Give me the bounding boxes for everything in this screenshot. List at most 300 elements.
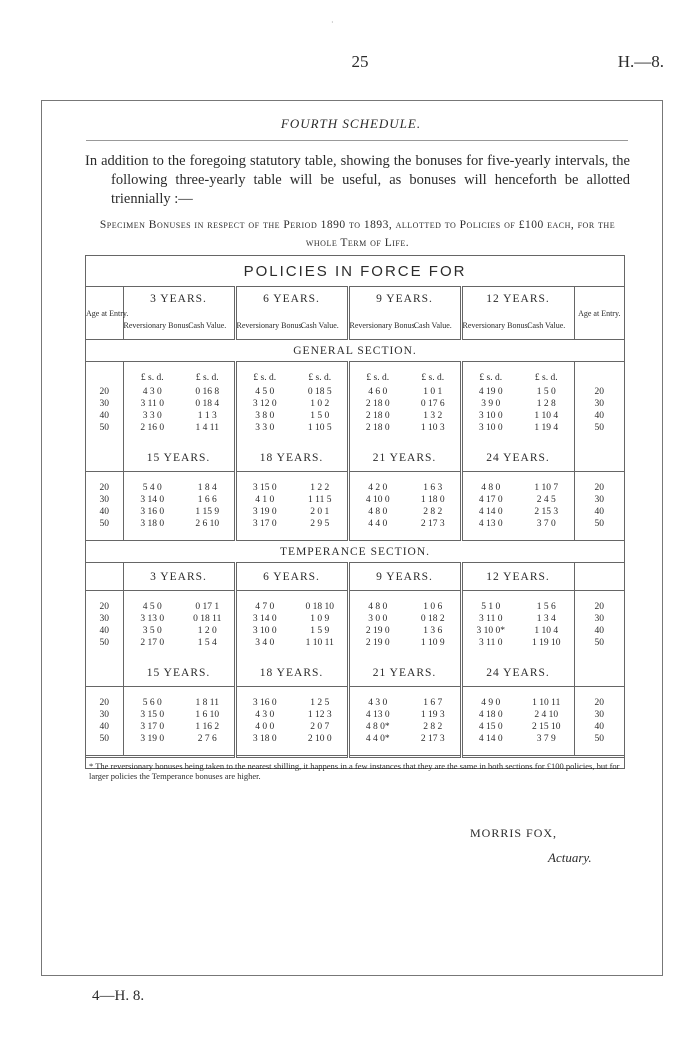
bonus-value: 2 19 0 <box>348 637 406 649</box>
spacer-cell <box>461 687 519 698</box>
age-cell: 20 <box>99 482 109 493</box>
cash-value: 1 19 4 <box>534 422 559 433</box>
cash-value: 1 0 2 <box>310 398 330 409</box>
cash-value: 2 15 3 <box>534 506 559 517</box>
spacer-cell <box>293 530 348 541</box>
period-label: 6 YEARS. <box>235 563 348 591</box>
bonus-value: 4 1 0 <box>235 494 293 506</box>
period-label: 12 YEARS. <box>461 287 574 312</box>
age-blank <box>86 659 123 687</box>
spacer-cell <box>348 530 406 541</box>
cash-value: 1 10 11 <box>305 637 334 648</box>
bonus-value: 2 18 0 <box>348 398 406 410</box>
bonus-value: 3 8 0 <box>235 410 293 422</box>
cash-value: 1 10 4 <box>534 410 559 421</box>
bonus-value: 3 17 0 <box>123 721 181 733</box>
table-row <box>86 697 624 709</box>
age-cell: 40 <box>99 506 109 517</box>
table-row <box>86 733 624 745</box>
spacer-cell <box>86 591 123 602</box>
cash-value: 0 18 5 <box>307 386 332 397</box>
spacer-cell <box>348 472 406 483</box>
spacer-cell <box>574 591 624 602</box>
age-cell: 20 <box>99 601 109 612</box>
age-blank-right <box>574 444 624 472</box>
spacer-cell <box>406 472 461 483</box>
signatory-title: Actuary. <box>548 850 592 865</box>
cash-value: 1 2 2 <box>310 482 330 493</box>
section-row <box>86 340 624 362</box>
age-cell: 50 <box>99 637 109 648</box>
spacer-cell <box>293 472 348 483</box>
cash-value: 1 5 0 <box>536 386 556 397</box>
age-cell: 30 <box>99 398 109 409</box>
cash-value: 1 0 6 <box>423 601 443 612</box>
spacer-cell <box>293 649 348 659</box>
cash-value-label: Cash Value. <box>519 311 574 340</box>
spacer-cell <box>461 591 519 602</box>
age-cell-right: 40 <box>574 410 624 422</box>
units-label: £ s. d. <box>123 362 181 387</box>
units-age-blank-right <box>574 362 624 387</box>
spacer-cell <box>348 434 406 444</box>
cash-value: 1 11 5 <box>308 494 332 505</box>
bonus-value: 4 6 0 <box>348 386 406 398</box>
cash-value: 1 10 4 <box>534 625 559 636</box>
group-header-row <box>86 563 624 591</box>
spacer-row <box>86 434 624 444</box>
group-header-row <box>86 444 624 472</box>
period-label: 21 YEARS. <box>348 444 461 472</box>
spacer-cell <box>293 745 348 757</box>
units-label: £ s. d. <box>461 362 519 387</box>
period-label: 6 YEARS. <box>235 287 348 312</box>
bonus-value: 3 16 0 <box>235 697 293 709</box>
cash-value: 2 6 10 <box>195 518 220 529</box>
age-cell: 30 <box>99 613 109 624</box>
cash-value: 0 17 6 <box>420 398 445 409</box>
age-cell: 50 <box>99 733 109 744</box>
cash-value: 1 6 7 <box>423 697 443 708</box>
bonus-value: 4 10 0 <box>348 494 406 506</box>
cash-value: 2 0 1 <box>310 506 330 517</box>
spacer-cell <box>123 745 181 757</box>
spacer-cell <box>181 591 235 602</box>
table-row <box>86 398 624 410</box>
age-cell-right: 40 <box>574 506 624 518</box>
cash-value: 1 5 6 <box>536 601 556 612</box>
bonus-value: 4 3 0 <box>123 386 181 398</box>
bonus-table-grid <box>86 256 624 781</box>
bonus-value: 4 0 0 <box>235 721 293 733</box>
cash-value: 1 10 9 <box>420 637 445 648</box>
spacer-cell <box>123 472 181 483</box>
cash-value: 0 18 10 <box>305 601 334 612</box>
cash-value: 1 5 9 <box>310 625 330 636</box>
spacer-cell <box>348 745 406 757</box>
spacer-cell <box>86 745 123 757</box>
cash-value: 2 10 0 <box>307 733 332 744</box>
cash-value: 1 3 2 <box>423 410 443 421</box>
cash-value: 1 6 10 <box>195 709 220 720</box>
bonus-value: 3 9 0 <box>461 398 519 410</box>
spacer-cell <box>519 745 574 757</box>
bonus-value: 3 18 0 <box>123 518 181 530</box>
spacer-cell <box>574 472 624 483</box>
bonus-value: 4 2 0 <box>348 482 406 494</box>
footnote-row <box>86 757 624 782</box>
period-label: 21 YEARS. <box>348 659 461 687</box>
bonus-value: 3 18 0 <box>235 733 293 745</box>
bonus-value: 3 3 0 <box>235 422 293 434</box>
table-row <box>86 482 624 494</box>
spacer-cell <box>461 649 519 659</box>
age-header: Age at Entry. <box>86 308 129 318</box>
age-blank <box>86 444 123 472</box>
bonus-value: 4 8 0* <box>348 721 406 733</box>
cash-value: 0 18 4 <box>195 398 220 409</box>
table-row <box>86 410 624 422</box>
cash-value: 0 18 11 <box>193 613 222 624</box>
bonus-value: 4 8 0 <box>348 506 406 518</box>
table-row <box>86 637 624 649</box>
cash-value: 1 3 4 <box>536 613 556 624</box>
cash-value: 1 16 2 <box>195 721 220 732</box>
cash-value: 3 7 0 <box>536 518 556 529</box>
period-label: 3 YEARS. <box>123 563 235 591</box>
bonus-value: 2 18 0 <box>348 410 406 422</box>
bonus-value: 3 10 0* <box>461 625 519 637</box>
age-cell-right: 20 <box>574 386 624 398</box>
bonus-value: 3 3 0 <box>123 410 181 422</box>
units-label: £ s. d. <box>534 373 558 383</box>
age-cell-right: 30 <box>574 613 624 625</box>
cash-value: 1 5 0 <box>310 410 330 421</box>
bonus-value: 4 13 0 <box>348 709 406 721</box>
spacer-cell <box>461 434 519 444</box>
general-section-title: GENERAL SECTION. <box>86 340 624 362</box>
age-cell: 40 <box>99 721 109 732</box>
period-label: 18 YEARS. <box>235 659 348 687</box>
cash-value: 1 18 0 <box>420 494 445 505</box>
footnote: * The reversionary bonuses being taken to the nearest shilling, it happens in a few instances that they are the same in both sections for £100 policies, but for larger policies the Temperance bonuses are higher. <box>86 757 624 782</box>
spacer-cell <box>574 649 624 659</box>
spacer-cell <box>406 649 461 659</box>
spacer-cell <box>406 745 461 757</box>
schedule-title: FOURTH SCHEDULE. <box>280 116 422 131</box>
period-label: 3 YEARS. <box>123 287 235 312</box>
bonus-value: 4 7 0 <box>235 601 293 613</box>
signatory-name: MORRIS FOX, <box>470 826 558 840</box>
bonus-value: 4 4 0 <box>348 518 406 530</box>
temperance-section-title: TEMPERANCE SECTION. <box>86 541 624 563</box>
age-cell: 20 <box>99 697 109 708</box>
spacer-row <box>86 649 624 659</box>
table-row <box>86 625 624 637</box>
table-row <box>86 386 624 398</box>
table-row <box>86 422 624 434</box>
age-header-right: Age at Entry. <box>574 287 624 340</box>
period-label: 24 YEARS. <box>461 659 574 687</box>
bonus-value: 5 4 0 <box>123 482 181 494</box>
age-blank-right <box>574 563 624 591</box>
bonus-value: 4 5 0 <box>123 601 181 613</box>
spacer-row <box>86 687 624 698</box>
units-age-blank <box>86 362 123 387</box>
cash-value: 2 7 6 <box>197 733 217 744</box>
spacer-cell <box>235 687 293 698</box>
spacer-cell <box>86 434 123 444</box>
period-label: 24 YEARS. <box>461 444 574 472</box>
bonus-value: 4 8 0 <box>461 482 519 494</box>
cash-value: 1 10 11 <box>532 697 561 708</box>
spacer-row <box>86 591 624 602</box>
spacer-cell <box>235 649 293 659</box>
cash-value: 1 19 3 <box>420 709 445 720</box>
cash-value: 0 17 1 <box>195 601 220 612</box>
title-rule <box>86 140 628 141</box>
bonus-value: 4 14 0 <box>461 506 519 518</box>
cash-value: 1 4 11 <box>195 422 219 433</box>
cash-value: 2 9 5 <box>310 518 330 529</box>
document-reference: H.—8. <box>617 52 664 71</box>
age-cell-right: 30 <box>574 398 624 410</box>
age-cell-right: 30 <box>574 709 624 721</box>
period-label: 12 YEARS. <box>461 563 574 591</box>
age-cell-right: 50 <box>574 637 624 649</box>
cash-value: 0 18 2 <box>420 613 445 624</box>
spacer-cell <box>461 530 519 541</box>
cash-value: 0 16 8 <box>195 386 220 397</box>
age-cell: 40 <box>99 625 109 636</box>
cash-value: 1 3 6 <box>423 625 443 636</box>
period-label: 15 YEARS. <box>123 444 235 472</box>
table-row <box>86 518 624 530</box>
bonus-value: 3 19 0 <box>235 506 293 518</box>
spacer-cell <box>406 434 461 444</box>
cash-value: 2 4 5 <box>536 494 556 505</box>
intro-paragraph: In addition to the foregoing statutory table, showing the bonuses for five-yearly intervals, the following three-yearly table will be useful, as bonuses will henceforth be allotted triennially :— <box>85 153 630 207</box>
bonus-value: 3 4 0 <box>235 637 293 649</box>
specimen-title: Specimen Bonuses in respect of the Period 1890 to 1893, allotted to Policies of £100 each, for the whole Term of Life. <box>99 219 616 249</box>
bonus-value: 2 19 0 <box>348 625 406 637</box>
bonus-value: 3 15 0 <box>235 482 293 494</box>
cash-value: 2 17 3 <box>420 518 445 529</box>
cash-value: 1 1 3 <box>197 410 217 421</box>
spacer-cell <box>519 434 574 444</box>
age-cell: 30 <box>99 709 109 720</box>
spacer-cell <box>348 591 406 602</box>
spacer-cell <box>293 591 348 602</box>
bonus-value: 3 17 0 <box>235 518 293 530</box>
age-cell: 50 <box>99 518 109 529</box>
units-row <box>86 362 624 387</box>
age-cell-right: 20 <box>574 601 624 613</box>
bonus-value: 4 9 0 <box>461 697 519 709</box>
spacer-cell <box>574 530 624 541</box>
cash-value: 3 7 9 <box>536 733 556 744</box>
spacer-cell <box>181 434 235 444</box>
spacer-cell <box>519 649 574 659</box>
spacer-cell <box>235 472 293 483</box>
spacer-cell <box>348 687 406 698</box>
bonus-value: 3 11 0 <box>123 398 181 410</box>
cash-value: 1 5 4 <box>197 637 217 648</box>
cash-value: 1 10 5 <box>307 422 332 433</box>
spacer-cell <box>86 472 123 483</box>
bonus-value: 4 4 0* <box>348 733 406 745</box>
sub-header-row <box>86 311 624 340</box>
bonus-value: 3 16 0 <box>123 506 181 518</box>
spacer-cell <box>519 687 574 698</box>
age-cell-right: 50 <box>574 422 624 434</box>
cash-value: 1 10 7 <box>534 482 559 493</box>
spacer-cell <box>86 649 123 659</box>
table-row <box>86 709 624 721</box>
bonus-value: 2 17 0 <box>123 637 181 649</box>
bonus-value: 4 18 0 <box>461 709 519 721</box>
spacer-cell <box>235 530 293 541</box>
spacer-cell <box>574 745 624 757</box>
spacer-cell <box>348 649 406 659</box>
period-label: 9 YEARS. <box>348 563 461 591</box>
bonus-value: 4 19 0 <box>461 386 519 398</box>
main-title: POLICIES IN FORCE FOR <box>86 256 624 287</box>
age-cell: 30 <box>99 494 109 505</box>
cash-value: 1 19 10 <box>532 637 561 648</box>
cash-value: 2 8 2 <box>423 506 443 517</box>
age-cell-right: 20 <box>574 697 624 709</box>
page-number: 25 <box>351 52 369 71</box>
bonus-value: 4 8 0 <box>348 601 406 613</box>
cash-value: 1 15 9 <box>195 506 220 517</box>
spacer-cell <box>181 745 235 757</box>
units-label: £ s. d. <box>195 373 219 383</box>
cash-value: 1 8 11 <box>195 697 219 708</box>
bonus-value: 3 11 0 <box>461 637 519 649</box>
spacer-row <box>86 472 624 483</box>
spacer-cell <box>181 530 235 541</box>
age-cell-right: 40 <box>574 625 624 637</box>
spacer-cell <box>519 472 574 483</box>
bonus-value: 4 17 0 <box>461 494 519 506</box>
spacer-cell <box>123 591 181 602</box>
spacer-cell <box>123 687 181 698</box>
bonus-value: 3 10 0 <box>461 422 519 434</box>
bonus-value: 4 15 0 <box>461 721 519 733</box>
bonus-value: 2 18 0 <box>348 422 406 434</box>
cash-value: 1 2 8 <box>536 398 556 409</box>
age-cell-right: 30 <box>574 494 624 506</box>
units-label: £ s. d. <box>421 373 445 383</box>
reversionary-bonus-label: Reversionary Bonus. <box>123 311 181 340</box>
bonus-value: 3 19 0 <box>123 733 181 745</box>
bonus-value: 3 15 0 <box>123 709 181 721</box>
bonus-value: 4 13 0 <box>461 518 519 530</box>
bonus-value: 3 5 0 <box>123 625 181 637</box>
cash-value: 2 17 3 <box>420 733 445 744</box>
reversionary-bonus-label: Reversionary Bonus. <box>348 311 406 340</box>
bonus-value: 4 3 0 <box>348 697 406 709</box>
cash-value: 1 2 0 <box>197 625 217 636</box>
spacer-cell <box>574 434 624 444</box>
spacer-cell <box>123 434 181 444</box>
units-label: £ s. d. <box>235 362 293 387</box>
cash-value: 1 2 5 <box>310 697 330 708</box>
spacer-row <box>86 745 624 757</box>
table-row <box>86 601 624 613</box>
spacer-cell <box>406 530 461 541</box>
spacer-cell <box>235 591 293 602</box>
cash-value: 1 0 9 <box>310 613 330 624</box>
bonus-value: 3 10 0 <box>235 625 293 637</box>
bonus-value: 3 12 0 <box>235 398 293 410</box>
bonus-value: 3 0 0 <box>348 613 406 625</box>
cash-value: 2 4 10 <box>534 709 559 720</box>
cash-value: 2 15 10 <box>532 721 561 732</box>
age-blank <box>86 563 123 591</box>
bonus-value: 3 13 0 <box>123 613 181 625</box>
spacer-cell <box>123 649 181 659</box>
bottom-reference: 4—H. 8. <box>92 988 145 1004</box>
reversionary-bonus-label: Reversionary Bonus. <box>235 311 293 340</box>
bonus-value: 5 1 0 <box>461 601 519 613</box>
section-row <box>86 541 624 563</box>
spacer-cell <box>181 687 235 698</box>
spacer-cell <box>406 687 461 698</box>
cash-value: 1 10 3 <box>420 422 445 433</box>
spacer-cell <box>181 472 235 483</box>
cash-value-label: Cash Value. <box>293 311 348 340</box>
cash-value-label: Cash Value. <box>406 311 461 340</box>
cash-value: 1 6 3 <box>423 482 443 493</box>
age-cell-right: 50 <box>574 518 624 530</box>
table-row <box>86 506 624 518</box>
cash-value: 1 8 4 <box>197 482 217 493</box>
cash-value: 2 0 7 <box>310 721 330 732</box>
age-cell: 40 <box>99 410 109 421</box>
bonus-value: 5 6 0 <box>123 697 181 709</box>
cash-value-label: Cash Value. <box>181 311 235 340</box>
reversionary-bonus-label: Reversionary Bonus. <box>461 311 519 340</box>
cash-value: 1 12 3 <box>307 709 332 720</box>
cash-value: 1 0 1 <box>423 386 443 397</box>
bonus-value: 2 16 0 <box>123 422 181 434</box>
period-label: 18 YEARS. <box>235 444 348 472</box>
age-cell-right: 20 <box>574 482 624 494</box>
spacer-cell <box>293 687 348 698</box>
cash-value: 1 6 6 <box>197 494 217 505</box>
age-cell: 50 <box>99 422 109 433</box>
spacer-cell <box>461 472 519 483</box>
group-header-row <box>86 659 624 687</box>
age-cell-right: 50 <box>574 733 624 745</box>
bonus-value: 3 14 0 <box>235 613 293 625</box>
bonus-value: 3 14 0 <box>123 494 181 506</box>
units-label: £ s. d. <box>348 362 406 387</box>
spacer-cell <box>86 687 123 698</box>
cash-value: 2 8 2 <box>423 721 443 732</box>
spacer-cell <box>406 591 461 602</box>
table-row <box>86 494 624 506</box>
spacer-cell <box>86 530 123 541</box>
bonus-value: 4 5 0 <box>235 386 293 398</box>
bonus-value: 3 10 0 <box>461 410 519 422</box>
group-header-row <box>86 287 624 312</box>
period-label: 15 YEARS. <box>123 659 235 687</box>
spacer-cell <box>293 434 348 444</box>
spacer-cell <box>519 530 574 541</box>
